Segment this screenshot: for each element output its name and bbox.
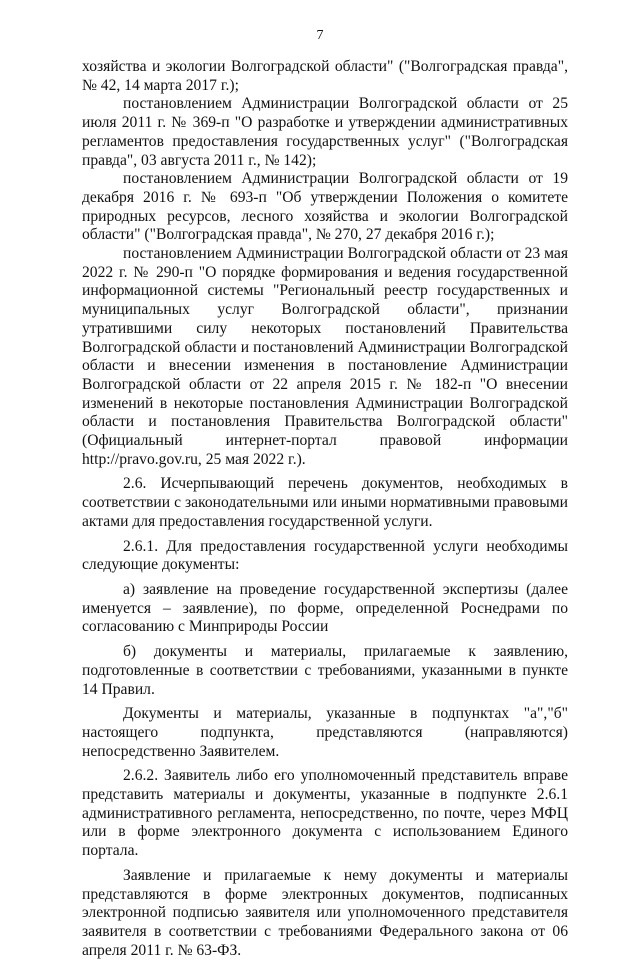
paragraph-decree-290p: постановлением Администрации Волгоградской области от 23 мая 2022 г. № 290-п "О порядке формирования и ведения государственной информационной системы "Региональный реестр государственных и муниципальных услуг Волгоградской области", признании утратившими силу некоторых постановлений Правительства Волгоградской области и постановлений Администрации Волгоградской области и внесении изменения в постановление Администрации Волгоградской области от 22 апреля 2015 г. № 182-п "О внесении изменений в некоторые постановления Администрации Волгоградской области и постановления Правительства Волгоградской области" (Официальный интернет-портал правовой информации http://pravo.gov.ru, 25 мая 2022 г.). (82, 245, 568, 468)
paragraph-item-a: а) заявление на проведение государственной экспертизы (далее именуется – заявление), по форме, определенной Роснедрами по согласованию с Минприроды России (82, 580, 568, 636)
paragraph-item-b: б) документы и материалы, прилагаемые к заявлению, подготовленные в соответствии с требованиями, указанными в пункте 14 Правил. (82, 643, 568, 698)
paragraph-decree-693p: постановлением Администрации Волгоградской области от 19 декабря 2016 г. № 693-п "Об утверждении Положения о комитете природных ресурсов, лесного хозяйства и экологии Волгоградской области" ("Волгоградская правда", № 270, 27 декабря 2016 г.); (82, 170, 568, 244)
paragraph-2-6: 2.6. Исчерпывающий перечень документов, необходимых в соответствии с законодательными или иными нормативными правовыми актами для предоставления государственной услуги. (82, 475, 568, 530)
paragraph-documents-note: Документы и материалы, указанные в подпунктах "а","б" настоящего подпункта, представляются (направляются) непосредственно Заявителем. (82, 705, 568, 760)
paragraph-2-6-2: 2.6.2. Заявитель либо его уполномоченный представитель вправе представить материалы и документы, указанные в подпункте 2.6.1 административного регламента, непосредственно, по почте, через МФЦ или в форме электронного документа с использованием Единого портала. (82, 767, 568, 860)
document-body (82, 58, 568, 960)
page-number: 7 (316, 28, 324, 43)
paragraph-electronic-submission: Заявление и прилагаемые к нему документы и материалы представляются в форме электронных документов, подписанных электронной подписью заявителя или уполномоченного представителя заявителя в соответствии с требованиями Федерального закона от 06 апреля 2011 г. № 63-ФЗ. (82, 866, 568, 959)
paragraph-continuation: хозяйства и экологии Волгоградской области" ("Волгоградская правда", № 42, 14 марта 2017 г.); (82, 58, 568, 94)
paragraph-decree-369p: постановлением Администрации Волгоградской области от 25 июля 2011 г. № 369-п "О разработке и утверждении административных регламентов предоставления государственных услуг" ("Волгоградская правда", 03 августа 2011 г., № 142); (82, 95, 568, 169)
paragraph-2-6-1: 2.6.1. Для предоставления государственной услуги необходимы следующие документы: (82, 537, 568, 574)
